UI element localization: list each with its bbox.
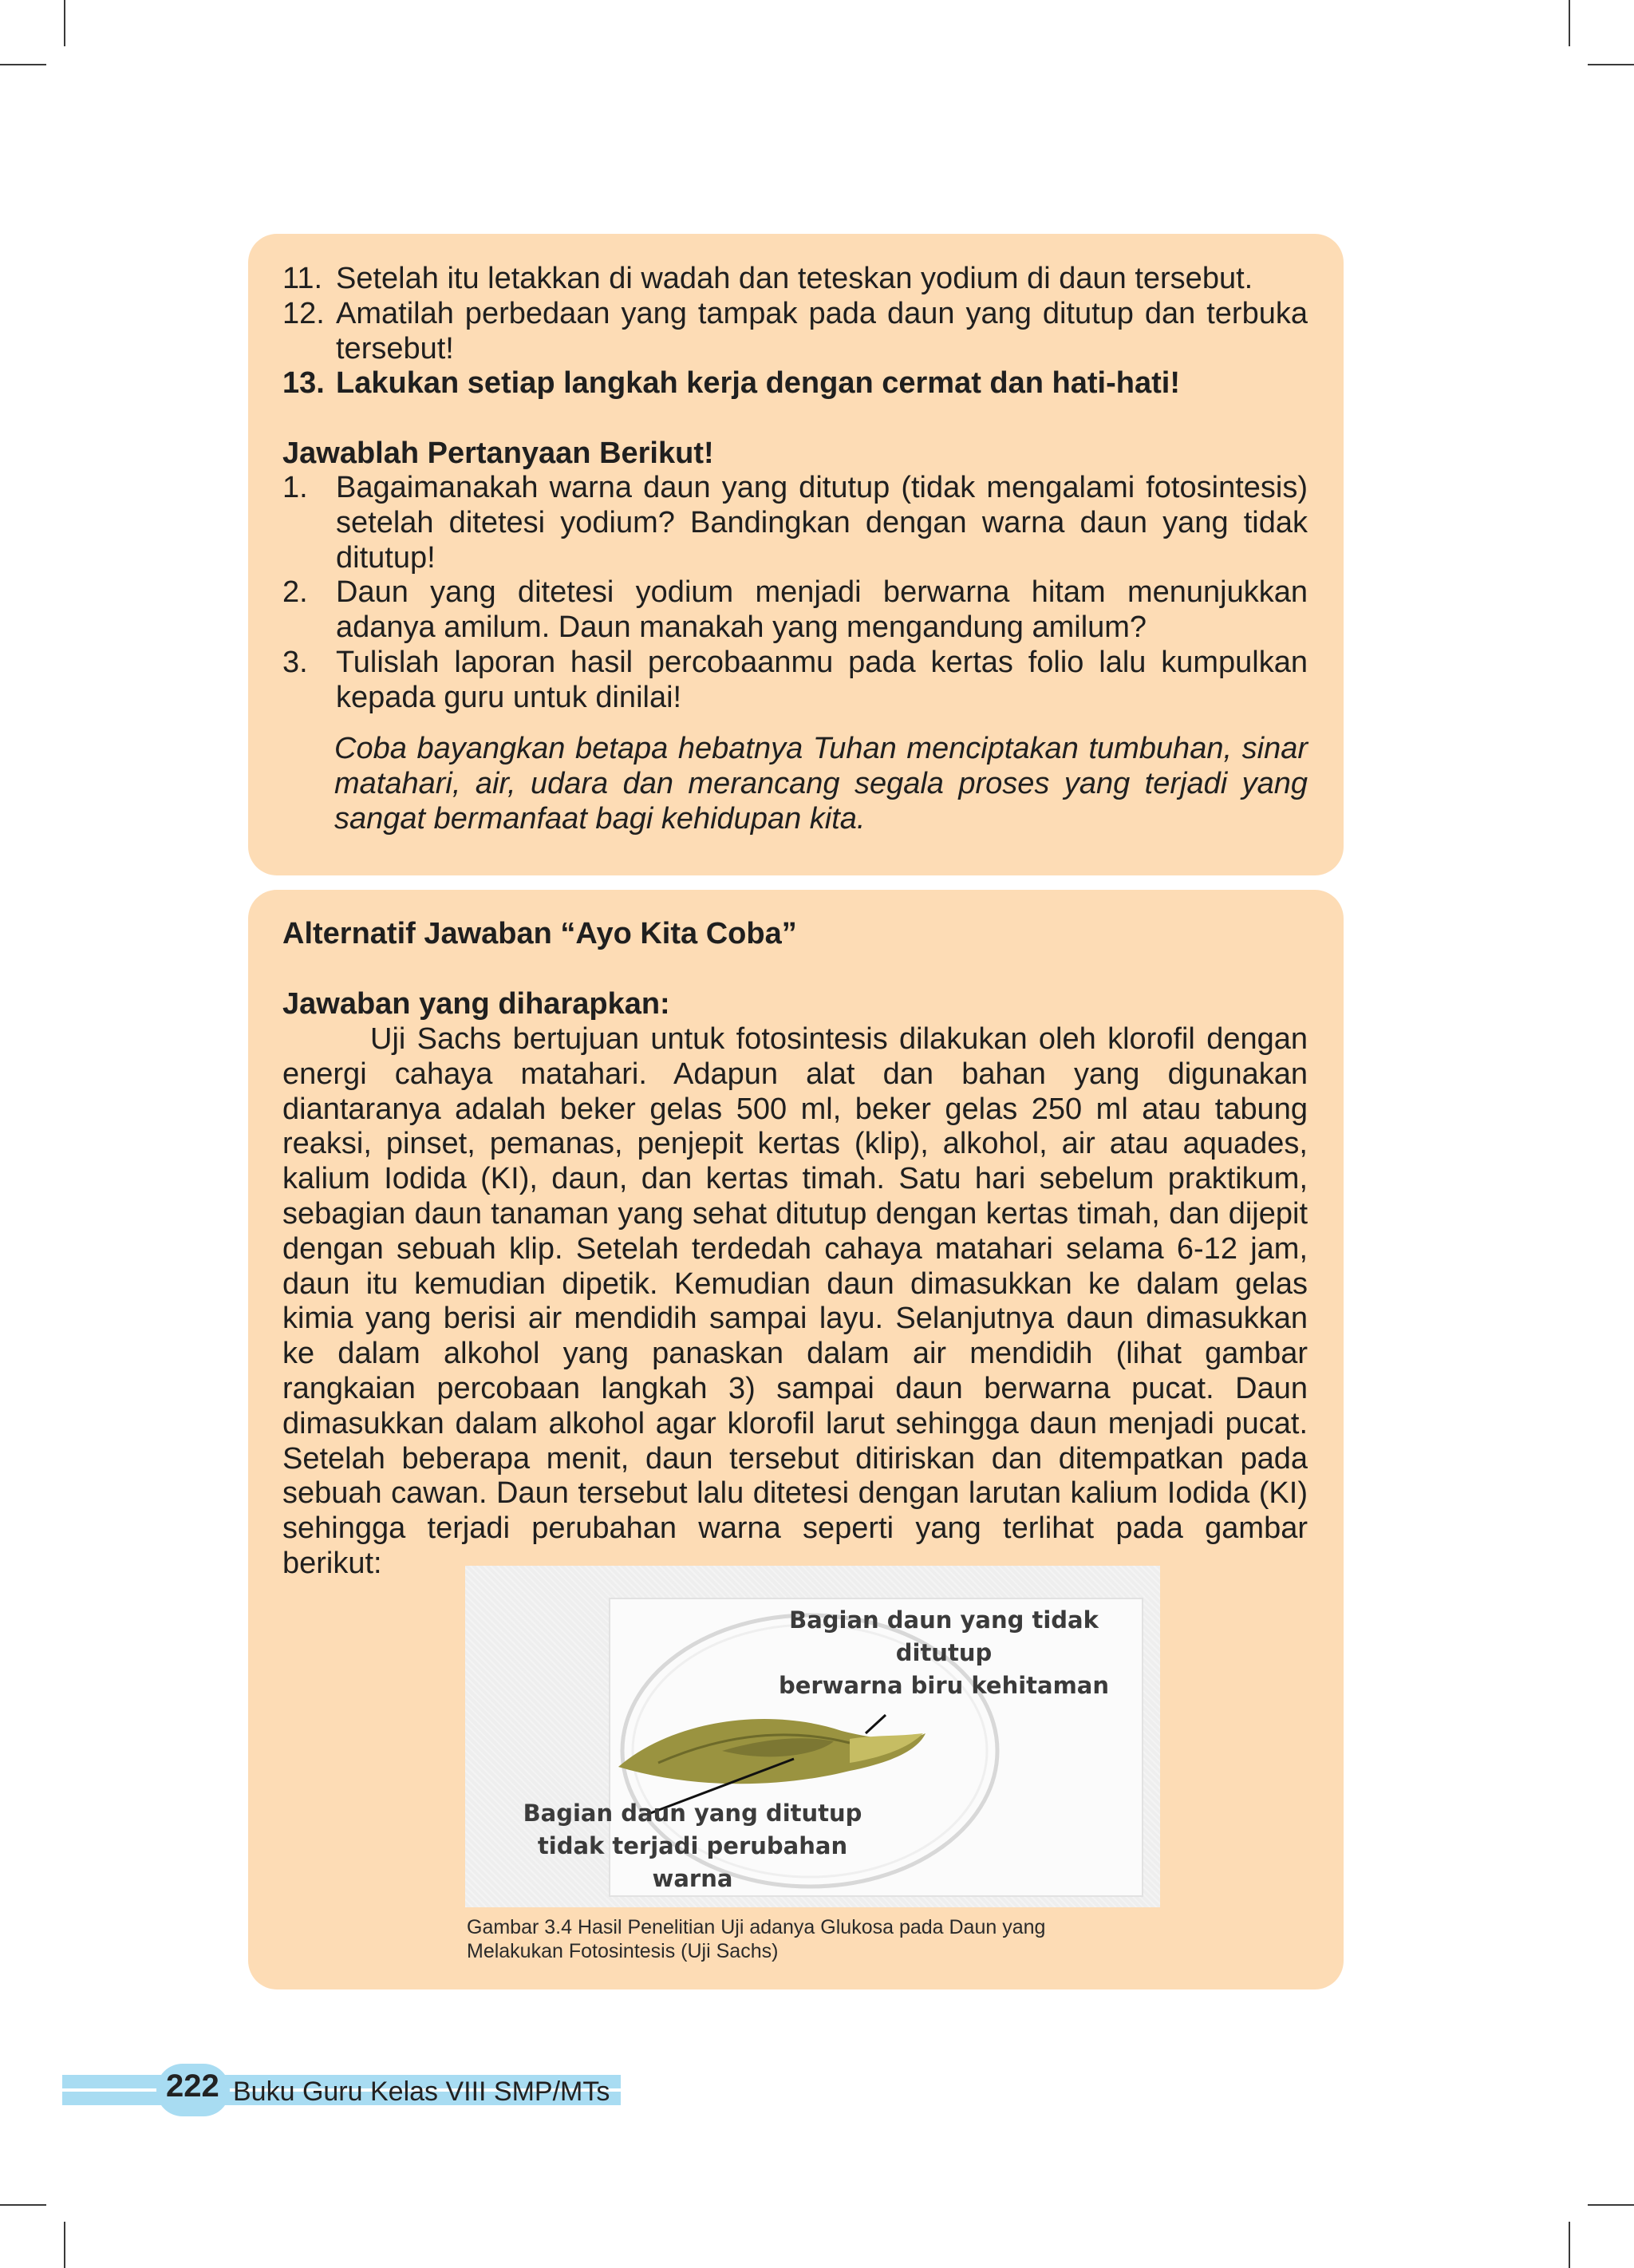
label-line: Bagian daun yang tidak ditutup [789,1606,1099,1666]
book-title: Buku Guru Kelas VIII SMP/MTs [233,2076,610,2107]
item-number: 2. [282,575,308,610]
item-text: Daun yang ditetesi yodium menjadi berwarna hitam menunjukkan adanya amilum. Daun manakah yang mengandung amilum? [336,575,1308,645]
questions-heading: Jawablah Pertanyaan Berikut! [282,437,714,470]
item-text: Bagaimanakah warna daun yang ditutup (tidak mengalami fotosintesis) setelah ditetesi yodium? Bandingkan dengan warna daun yang tidak ditutup! [336,471,1308,575]
list-item [282,471,1308,575]
steps-list [282,262,1308,401]
answer-box [248,890,1344,1989]
item-number: 12. [282,296,325,330]
reflection-note: Coba bayangkan betapa hebatnya Tuhan menciptakan tumbuhan, sinar matahari, air, udara dan merancang segala proses yang terjadi yang sangat bermanfaat bagi kehidupan kita. [334,732,1308,836]
answer-title: Alternatif Jawaban “Ayo Kita Coba” [282,917,797,950]
list-item [282,646,1308,716]
item-number: 3. [282,645,308,679]
crop-mark [1569,0,1570,46]
crop-mark [64,0,65,46]
answer-paragraph: Uji Sachs bertujuan untuk fotosintesis dilakukan oleh klorofil dengan energi cahaya matahari. Adapun alat dan bahan yang digunakan diantaranya adalah beker gelas 500 ml, beker gelas 250 ml atau tabung reaksi, pinset, pemanas, penjepit kertas (klip), alkohol, air atau aquades, kalium Iodida (KI), daun, dan kertas timah. Satu hari sebelum praktikum, sebagian daun tanaman yang sehat ditutup dengan kertas timah, dan dijepit dengan sebuah klip. Setelah terdedah cahaya matahari selama 6-12 jam, daun itu kemudian dipetik. Kemudian daun dimasukkan ke dalam gelas kimia yang berisi air mendidih sampai layu. Selanjutnya daun dimasukkan ke dalam alkohol yang panaskan dalam air mendidih (lihat gambar rangkaian percobaan langkah 3) sampai daun berwarna pucat. Daun dimasukkan dalam alkohol agar klorofil larut sehingga daun menjadi pucat. Setelah beberapa menit, daun tersebut ditiriskan dan ditempatkan pada sebuah cawan. Daun tersebut lalu ditetesi dengan larutan kalium Iodida (KI) sehingga terjadi perubahan warna seperti yang terlihat pada gambar berikut: [282,1022,1308,1580]
crop-mark [64,2222,65,2268]
item-text: Amatilah perbedaan yang tampak pada daun yang ditutup dan terbuka tersebut! [336,296,1308,365]
leaf-test-figure [465,1566,1160,1907]
caption-line: Gambar 3.4 Hasil Penelitian Uji adanya Glukosa pada Daun yang [467,1916,1046,1938]
crop-mark [0,2204,46,2206]
list-item [282,575,1308,646]
crop-mark [1569,2222,1570,2268]
caption-line: Melakukan Fotosintesis (Uji Sachs) [467,1940,779,1962]
crop-mark [1588,2204,1634,2206]
crop-mark [1588,64,1634,65]
label-covered [513,1797,872,1895]
figure-caption [467,1915,1185,1963]
item-number: 13. [282,366,325,401]
item-number: 11. [282,262,323,295]
item-number: 1. [282,471,308,504]
activity-box [248,234,1344,875]
questions-list [282,471,1308,716]
label-line: tidak terjadi perubahan warna [537,1832,848,1892]
list-item [282,297,1308,367]
item-text: Tulislah laporan hasil percobaanmu pada kertas folio lalu kumpulkan kepada guru untuk dinilai! [336,645,1308,714]
label-line: Bagian daun yang ditutup [523,1800,862,1827]
list-item [282,366,1308,401]
label-line: berwarna biru kehitaman [778,1672,1110,1699]
item-text: Lakukan setiap langkah kerja dengan cermat dan hati-hati! [336,366,1180,401]
item-text: Setelah itu letakkan di wadah dan teteskan yodium di daun tersebut. [336,262,1253,295]
answer-subtitle: Jawaban yang diharapkan: [282,987,670,1021]
page-number: 222 [166,2068,219,2104]
crop-mark [0,64,46,65]
label-uncovered [744,1604,1143,1702]
list-item [282,262,1308,297]
